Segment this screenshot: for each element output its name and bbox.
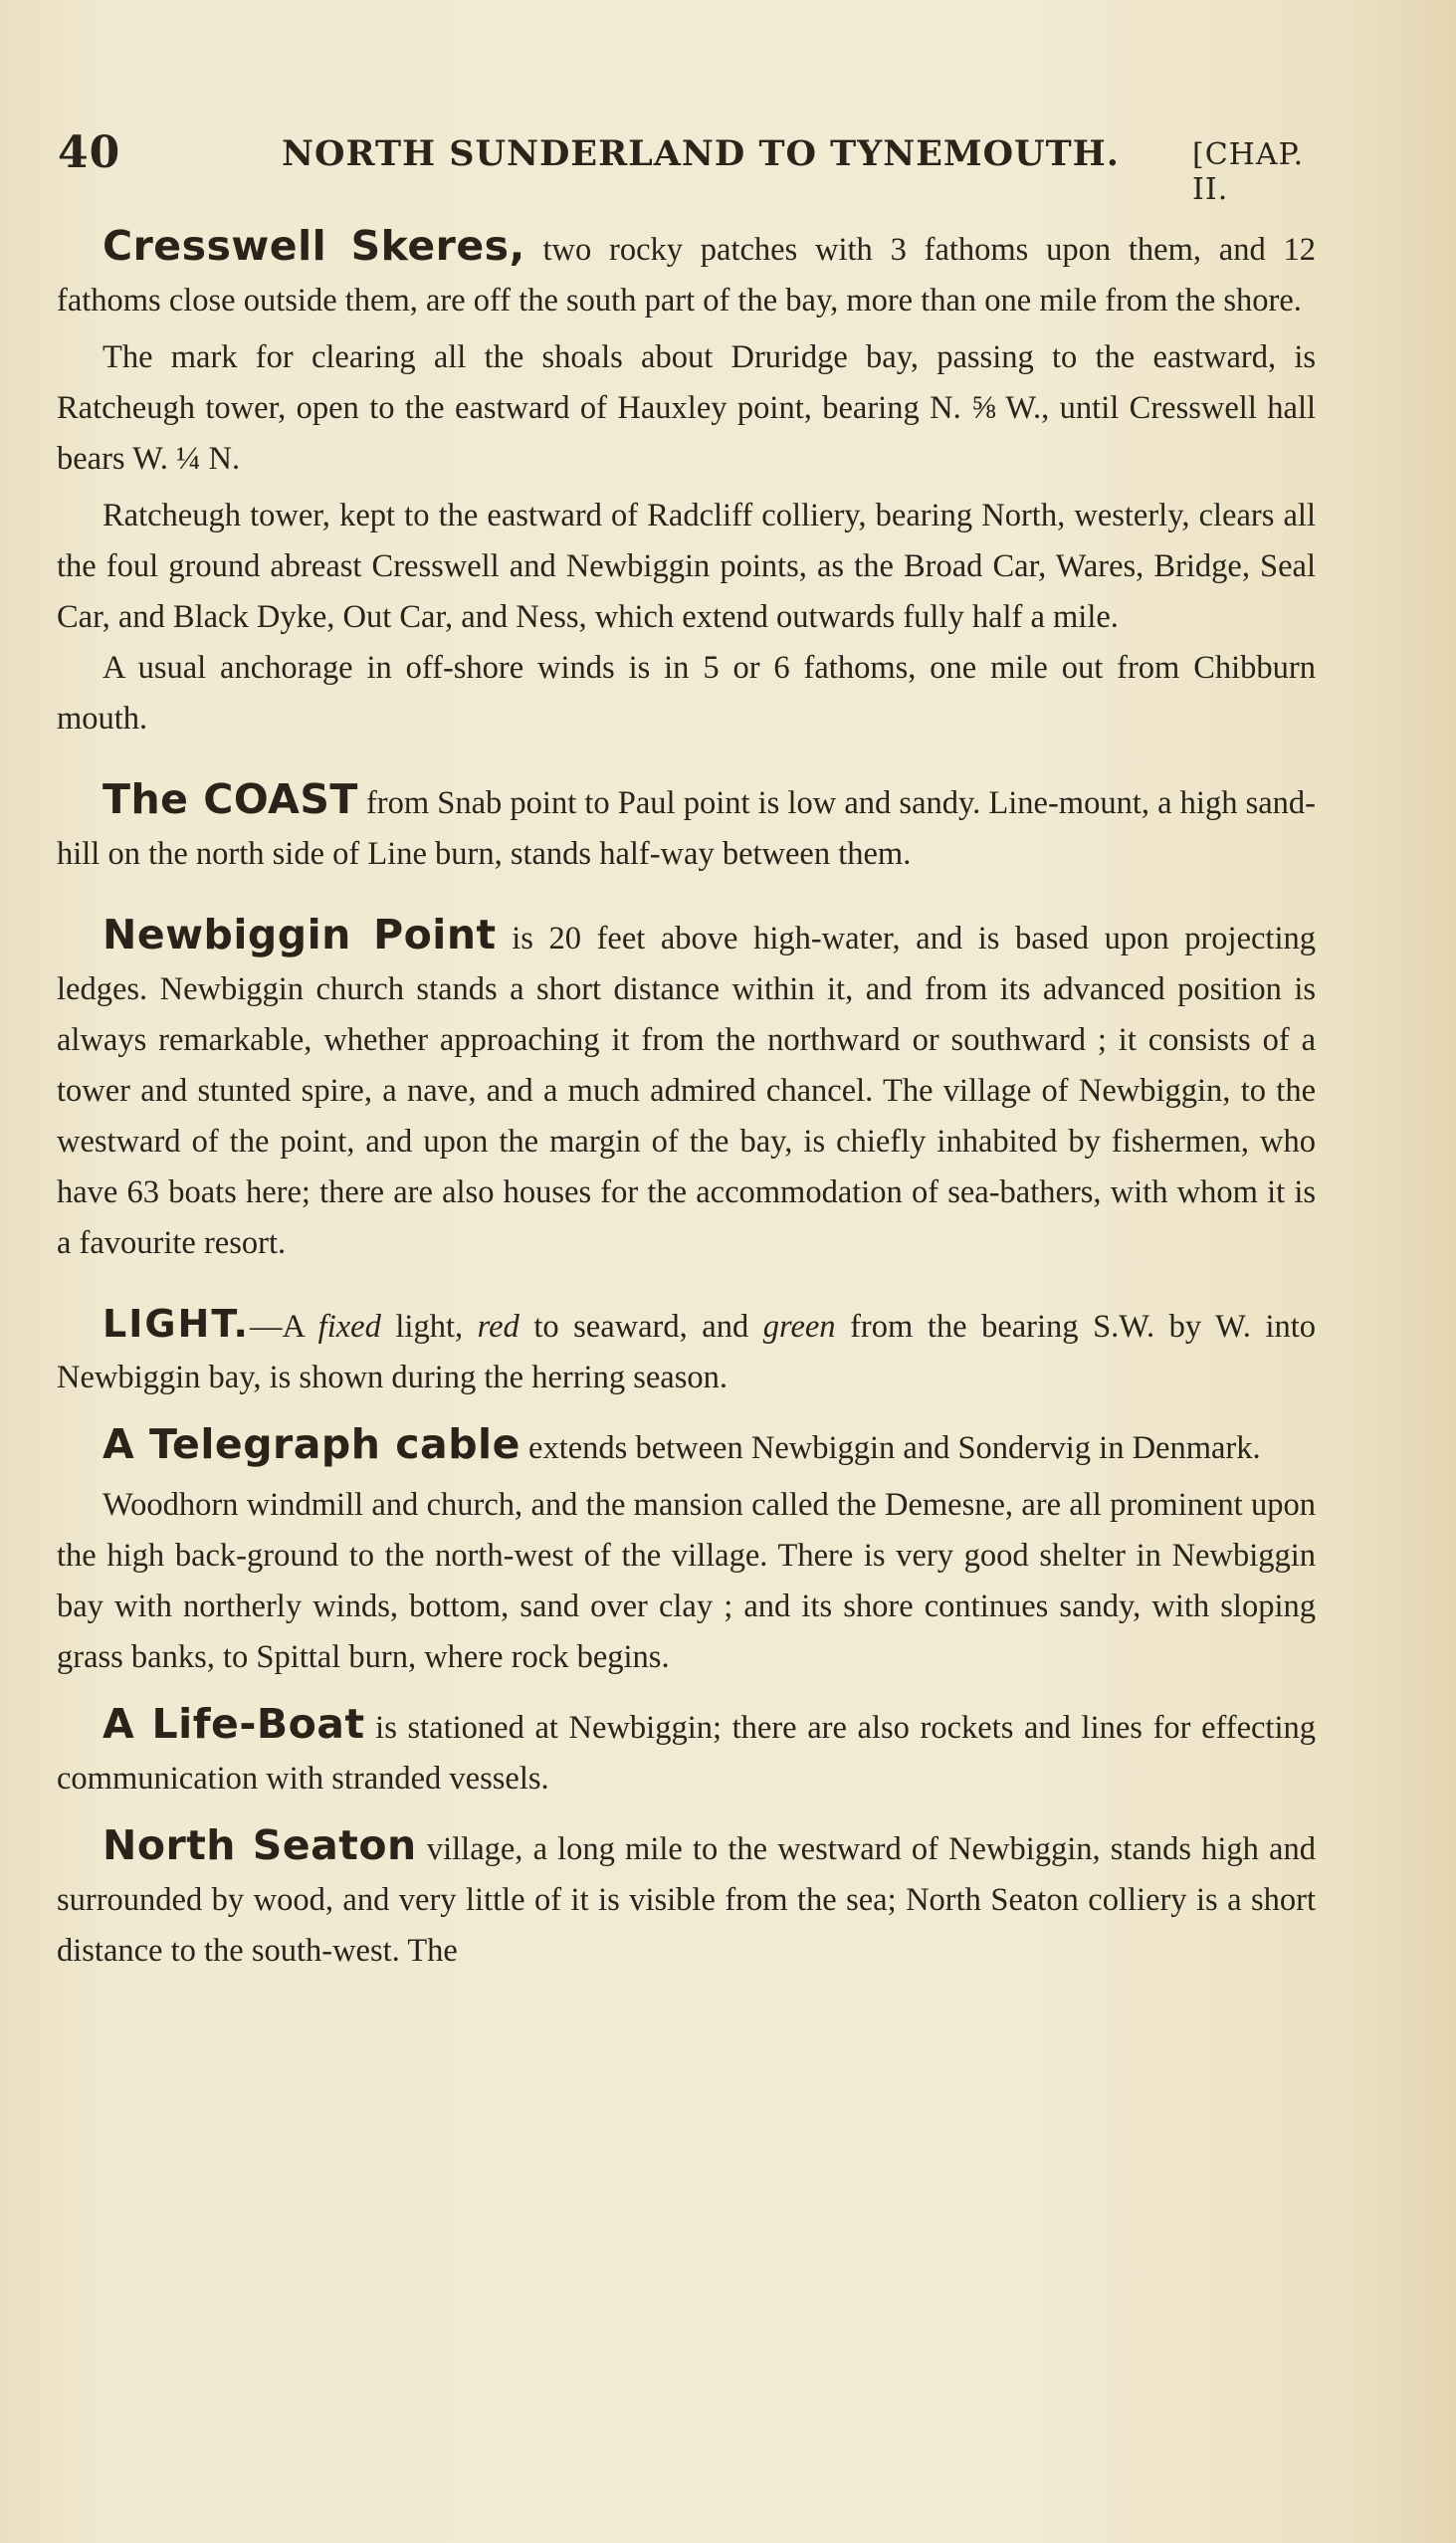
section-heading: A Telegraph cable (103, 1420, 520, 1468)
paragraph-text: The mark for clearing all the shoals about Druridge bay, passing to the eastward, is Ratcheugh tower, open to the eastward of Hauxley point, bearing N. ⅝ W., until Cresswell hall bears W. ¼ N. (57, 339, 1316, 477)
page-header (58, 127, 1332, 207)
paragraph-telegraph-cable (57, 1419, 1316, 1474)
paragraph-cresswell-skeres (57, 221, 1316, 326)
paragraph-text: A usual anchorage in off-shore winds is in 5 or 6 fathoms, one mile out from Chibburn mouth. (57, 650, 1316, 737)
paragraph-text: village, a long mile to the westward of Newbiggin, stands high and surrounded by wood, and very little of it is visible from the sea; North Seaton colliery is a short distance to the south-west. The (57, 1831, 1316, 1969)
chapter-marker: [CHAP. II. (1192, 137, 1305, 207)
paragraph-anchorage (57, 643, 1316, 744)
paragraph-text: is 20 feet above high-water, and is based upon projecting ledges. Newbiggin church stands a short distance within it, and from its advanced position is always remarkable, whether approaching it from the northward or southward ; it consists of a tower and stunted spire, a nave, and a much admired chancel. The village of Newbiggin, to the westward of the point, and upon the margin of the bay, is chiefly inhabited by fishermen, who have 63 boats here; there are also houses for the accommodation of sea-bathers, with whom it is a favourite resort. (57, 921, 1316, 1261)
light-color-red: red (477, 1309, 520, 1345)
paragraph-text: light, (380, 1309, 478, 1345)
paragraph-clearing-mark (57, 332, 1316, 485)
section-heading: LIGHT. (103, 1302, 250, 1346)
paragraph-text: two rocky patches with 3 fathoms upon them, and 12 fathoms close outside them, are off the south part of the bay, more than one mile from the shore. (57, 232, 1317, 318)
light-color-green: green (762, 1309, 836, 1345)
paragraph-text: from the bearing S.W. by W. into Newbiggin bay, is shown during the herring season. (57, 1309, 1317, 1395)
paragraph-newbiggin-point (57, 910, 1316, 1269)
paragraph-text: from Snab point to Paul point is low and sandy. Line-mount, a high sand-hill on the north side of Line burn, stands half-way between them. (57, 785, 1316, 872)
paragraph-light (57, 1299, 1316, 1403)
section-heading: North Seaton (103, 1821, 417, 1869)
paragraph-text: to seaward, and (519, 1309, 763, 1345)
paragraph-text: extends between Newbiggin and Sondervig in Denmark. (520, 1430, 1261, 1466)
paragraph-ratcheugh-tower (57, 491, 1316, 643)
section-heading: A Life-Boat (103, 1700, 365, 1748)
paragraph-text: —A (249, 1309, 318, 1345)
paragraph-text: Ratcheugh tower, kept to the eastward of Radcliff colliery, bearing North, westerly, clears all the foul ground abreast Cresswell and Newbiggin points, as the Broad Car, Wares, Bridge, Seal Car, and Black Dyke, Out Car, and Ness, which extend outwards fully half a mile. (57, 498, 1316, 635)
section-heading: Cresswell Skeres, (103, 222, 525, 270)
paragraph-coast (57, 774, 1316, 880)
light-character-fixed: fixed (317, 1309, 381, 1345)
paragraph-text: is stationed at Newbiggin; there are also rockets and lines for effecting communication with stranded vessels. (57, 1710, 1316, 1797)
section-heading: The COAST (103, 775, 358, 823)
paragraph-life-boat (57, 1699, 1316, 1804)
running-title: NORTH SUNDERLAND TO TYNEMOUTH. (282, 133, 1120, 174)
page-body (57, 221, 1316, 1977)
paragraph-north-seaton (57, 1820, 1316, 1977)
paragraph-text: Woodhorn windmill and church, and the mansion called the Demesne, are all prominent upon the high back-ground to the north-west of the village. There is very good shelter in Newbiggin bay with northerly winds, bottom, sand over clay ; and its shore continues sandy, with sloping grass banks, to Spittal burn, where rock begins. (57, 1487, 1316, 1675)
section-heading: Newbiggin Point (103, 911, 497, 958)
page-number: 40 (58, 127, 121, 178)
paragraph-woodhorn (57, 1480, 1316, 1683)
